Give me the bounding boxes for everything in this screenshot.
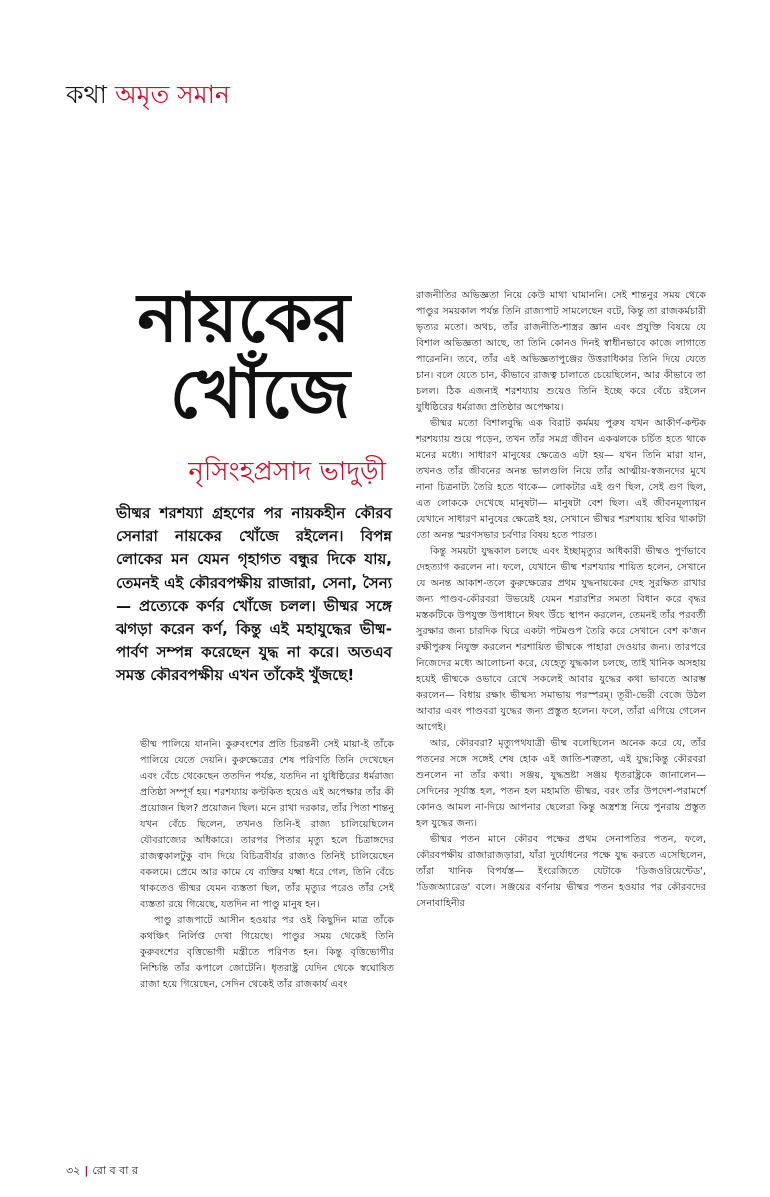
paragraph: পাণ্ডু রাজপাটে আসীন হওয়ার পর ওই কিছুদিন মাত্র তাঁকে কথঞ্চিৎ নির্লিপ্ত দেখা গিয়েছে। পাণ্ডুর সময় থেকেই তিনি কুরুবংশের বৃত্তিভোগী মন্ত্রীতে পরিণত হন। কিন্তু বৃত্তিভোগীর নিশ্চিন্তি তাঁর কপালে জোটেনি। ধৃতরাষ্ট্র যেদিন থেকে স্বঘোষিত রাজা হয়ে গিয়েছেন, সেদিন থেকেই তাঁর রাজকার্য এবং [140,915,394,990]
magazine-name: রো ব বা র [92,1164,139,1177]
section-title [66,78,230,112]
paragraph: ভীষ্মর পতন মানে কৌরব পক্ষের প্রথম সেনাপতির পতন, ফলে, কৌরবপক্ষীয় রাজারাজড়ারা, যাঁরা দুর্যোধনের পক্ষে যুদ্ধ করতে এসেছিলেন, তাঁরা খানিক বিপর্যস্ত— ইংরেজিতে যেটাকে 'ডিজওরিয়েন্টেড', 'ডিজঅ্যারেড' বলে। সঞ্জয়ের বর্ণনায় ভীষ্মর পতন হওয়ার পর কৌরবদের সেনাবাহিনীর [416,834,706,909]
author-name: নৃসিংহপ্রসাদ ভাদুড়ী [188,457,386,487]
article-lede: ভীষ্মর শরশয্যা গ্রহণের পর নায়কহীন কৌরব সেনারা নায়কের খোঁজে রইলেন। বিপন্ন লোকের মন যেমন গৃহাগত বন্ধুর দিকে যায়, তেমনই এই কৌরবপক্ষীয় রাজারা, সেনা, সৈন্য— প্রত্যেকে কর্ণর খোঁজে চলল। ভীষ্মর সঙ্গে ঝগড়া করেন কর্ণ, কিন্তু এই মহাযুদ্ধের ভীষ্ম-পার্বণ সম্পন্ন করেছেন যুদ্ধ না করে। অতএব সমস্ত কৌরবপক্ষীয় এখন তাঁকেই খুঁজছে! [116,504,392,685]
page-number: ৩২ [66,1164,81,1177]
paragraph: ভীষ্ম পালিয়ে যাননি। কুরুবংশের প্রতি চিরন্তনী সেই মায়া-ই তাঁকে পালিয়ে যেতে দেয়নি। কুরুক্ষেত্রের শেষ পরিণতি তিনি দেখেছেন এবং বেঁচে থেকেছেন ততদিন পর্যন্ত, যতদিন না যুধিষ্ঠিরের ধর্মরাজ্য প্রতিষ্ঠা সম্পূর্ণ হয়। শরশয্যায় কণ্টকিত হয়েও এই অপেক্ষার তাঁর কী প্রয়োজন ছিল? প্রয়োজন ছিল। মনে রাখা দরকার, তাঁর পিতা শান্তনু যখন বেঁচে ছিলেন, তখনও তিনি-ই রাজ্য চালিয়েছিলেন যৌবরাজ্যের অধিকারে। তারপর পিতার মৃত্যু হলে চিত্রাঙ্গদের রাজত্বকালটুকু বাদ দিয়ে বিচিত্রবীর্যর রাজ্যও তিনিই চালিয়েছেন বকলমে। প্রেমে আর কামে যে ব্যক্তির যক্ষ্মা ধরে গেল, তিনি বেঁচে থাকতেও ভীষ্মর যেমন ব্যস্ততা ছিল, তাঁর মৃত্যুর পরেও তাঁর সেই ব্যস্ততা রয়ে গিয়েছে, যতদিন না পাণ্ডু মানুষ হন। [140,739,394,910]
body-column-right [416,288,706,912]
article-title-line1: নায়কের [137,279,350,358]
section-title-part2: অমৃত সমান [114,80,230,109]
paragraph: কিন্তু সময়টা যুদ্ধকাল চলছে এবং ইচ্ছামৃত্যুর অধিকারী ভীষ্মও পুর্ণভাবে দেহত্যাগ করলেন না। ফলে, যেখানে ভীষ্ম শরশয্যায় শায়িত হলেন, সেখানে যে অনন্ত আকাশ-তলে কুরুক্ষেত্রের প্রথম যুদ্ধনায়কের দেহ সুরক্ষিত রাখার জন্য পাণ্ডব-কৌরবরা উভয়েই যেমন শরারশির সমতা বিধান করে বৃদ্ধর মস্তকটিকে উপযুক্ত উপাধানে ঈষৎ উঁচে স্থাপন করলেন, তেমনই তাঁর পরবর্তী সুরক্ষার জন্য চারদিক ঘিরে একটা পটমণ্ডপ তৈরি করে সেখানে বেশ ক'জন রক্ষীপুরুষ নিযুক্ত করলেন শরশায়িত ভীষ্মকে পাহারা দেওয়ার জন্য। তারপরে নিজেদের মধ্যে আলোচনা করে, যেহেতু যুদ্ধকাল চলছে, তাই খানিক অসহায় হয়েই ভীষ্মকে ওভাবে রেখে সকলেই আবার যুদ্ধের কথা ভাবতে আরম্ভ করলেন— বিধায় রক্ষাং ভীষ্মস্য সমাভায় পরস্পরম্। তূরী-ভেরী বেজে উঠল আবার এবং পাণ্ডবরা যুদ্ধের জন্য প্রস্তুত হলেন। ফলে, তাঁরা এগিয়ে গেলেন আগেই। [416,546,706,733]
article-title-line2: খোঁজে [169,355,350,434]
body-column-left [140,737,394,993]
footer-separator: | [84,1164,89,1177]
page-footer [66,1164,138,1178]
paragraph: রাজনীতির অভিজ্ঞতা নিয়ে কেউ মাথা ঘামাননি। সেই শান্তনুর সময় থেকে পাণ্ডুর সময়কাল পর্যন্ত তিনি রাজ্যপাট সামলেছেন বটে, কিন্তু তা রাজকর্মচারী ভৃত্যর মতো। অথচ, তাঁর রাজনীতি-শাস্ত্রর জ্ঞান এবং প্রযুক্তি বিষয়ে যে বিশাল অভিজ্ঞতা আছে, তা তিনি কোনও দিনই স্বাধীনভাবে কাজে লাগাতে পারেননি। তবে, তাঁর এই অভিজ্ঞতাপুঞ্জের উত্তরাধিকার তিনি দিয়ে যেতে চান। বলে যেতে চান, কীভাবে রাজত্ব চালাতে চেয়েছিলেন, আর কীভাবে তা চলল। ঠিক এজন্যই শরশয্যায় শুয়েও তিনি ইচ্ছে করে বেঁচে রইলেন যুধিষ্ঠিরের ধর্মরাজ্য প্রতিষ্ঠার অপেক্ষায়। [416,290,706,413]
paragraph: ভীষ্মর মতো বিশালবুদ্ধি এক বিরাট কর্মময় পুরুষ যখন আকীর্ণ-কন্টক শরশয্যায় শুয়ে পড়েন, তখন তাঁর সমগ্র জীবন একঝলকে চর্চিত হতে থাকে মনের মধ্যে। সাধারণ মানুষের ক্ষেত্রেও এটা হয়— যখন তিনি মারা যান, তখনও তাঁর জীবনের অনন্ত ভালগুলি নিয়ে তাঁর আত্মীয়-স্বজনদের মুখে নানা চিত্রনাট্য তৈরি হতে থাকে— লোকটার এই গুণ ছিল, সেই গুণ ছিল, এত লোককে দেখেছে মানুষটা— মানুষটা বেশ ছিল। এই জীবনমূল্যায়ন যেখানে সাধারণ মানুষের ক্ষেত্রেই হয়, সেখানে ভীষ্মর শরশয্যায় স্থবির থাকাটা তো অনন্ত স্মরণসভার চর্বণার বিষয় হতে পারত। [416,418,706,541]
paragraph: আর, কৌরবরা? মৃত্যুপথযাত্রী ভীষ্ম বলেছিলেন অনেক করে যে, তাঁর পতনের সঙ্গে সঙ্গেই শেষ হোক এই জাতি-শত্রুতা, এই যুদ্ধ;কিন্তু কৌরবরা শুনলেন না তাঁর কথা। সঞ্জয়, যুদ্ধভ্রষ্টা সঞ্জয় ধৃতরাষ্ট্রকে জানালেন— সেদিনের সূর্যাস্ত হল, পতন হল মহামতি ভীষ্মর, বরং তাঁর উপদেশ-পরামর্শে কোনও আমল না-দিয়ে আপনার ছেলেরা কিন্তু অস্ত্রশস্ত্র নিয়ে পুনরায় প্রস্তুত হল যুদ্ধের জন্য। [416,738,706,829]
section-title-part1: কথা [66,80,107,109]
